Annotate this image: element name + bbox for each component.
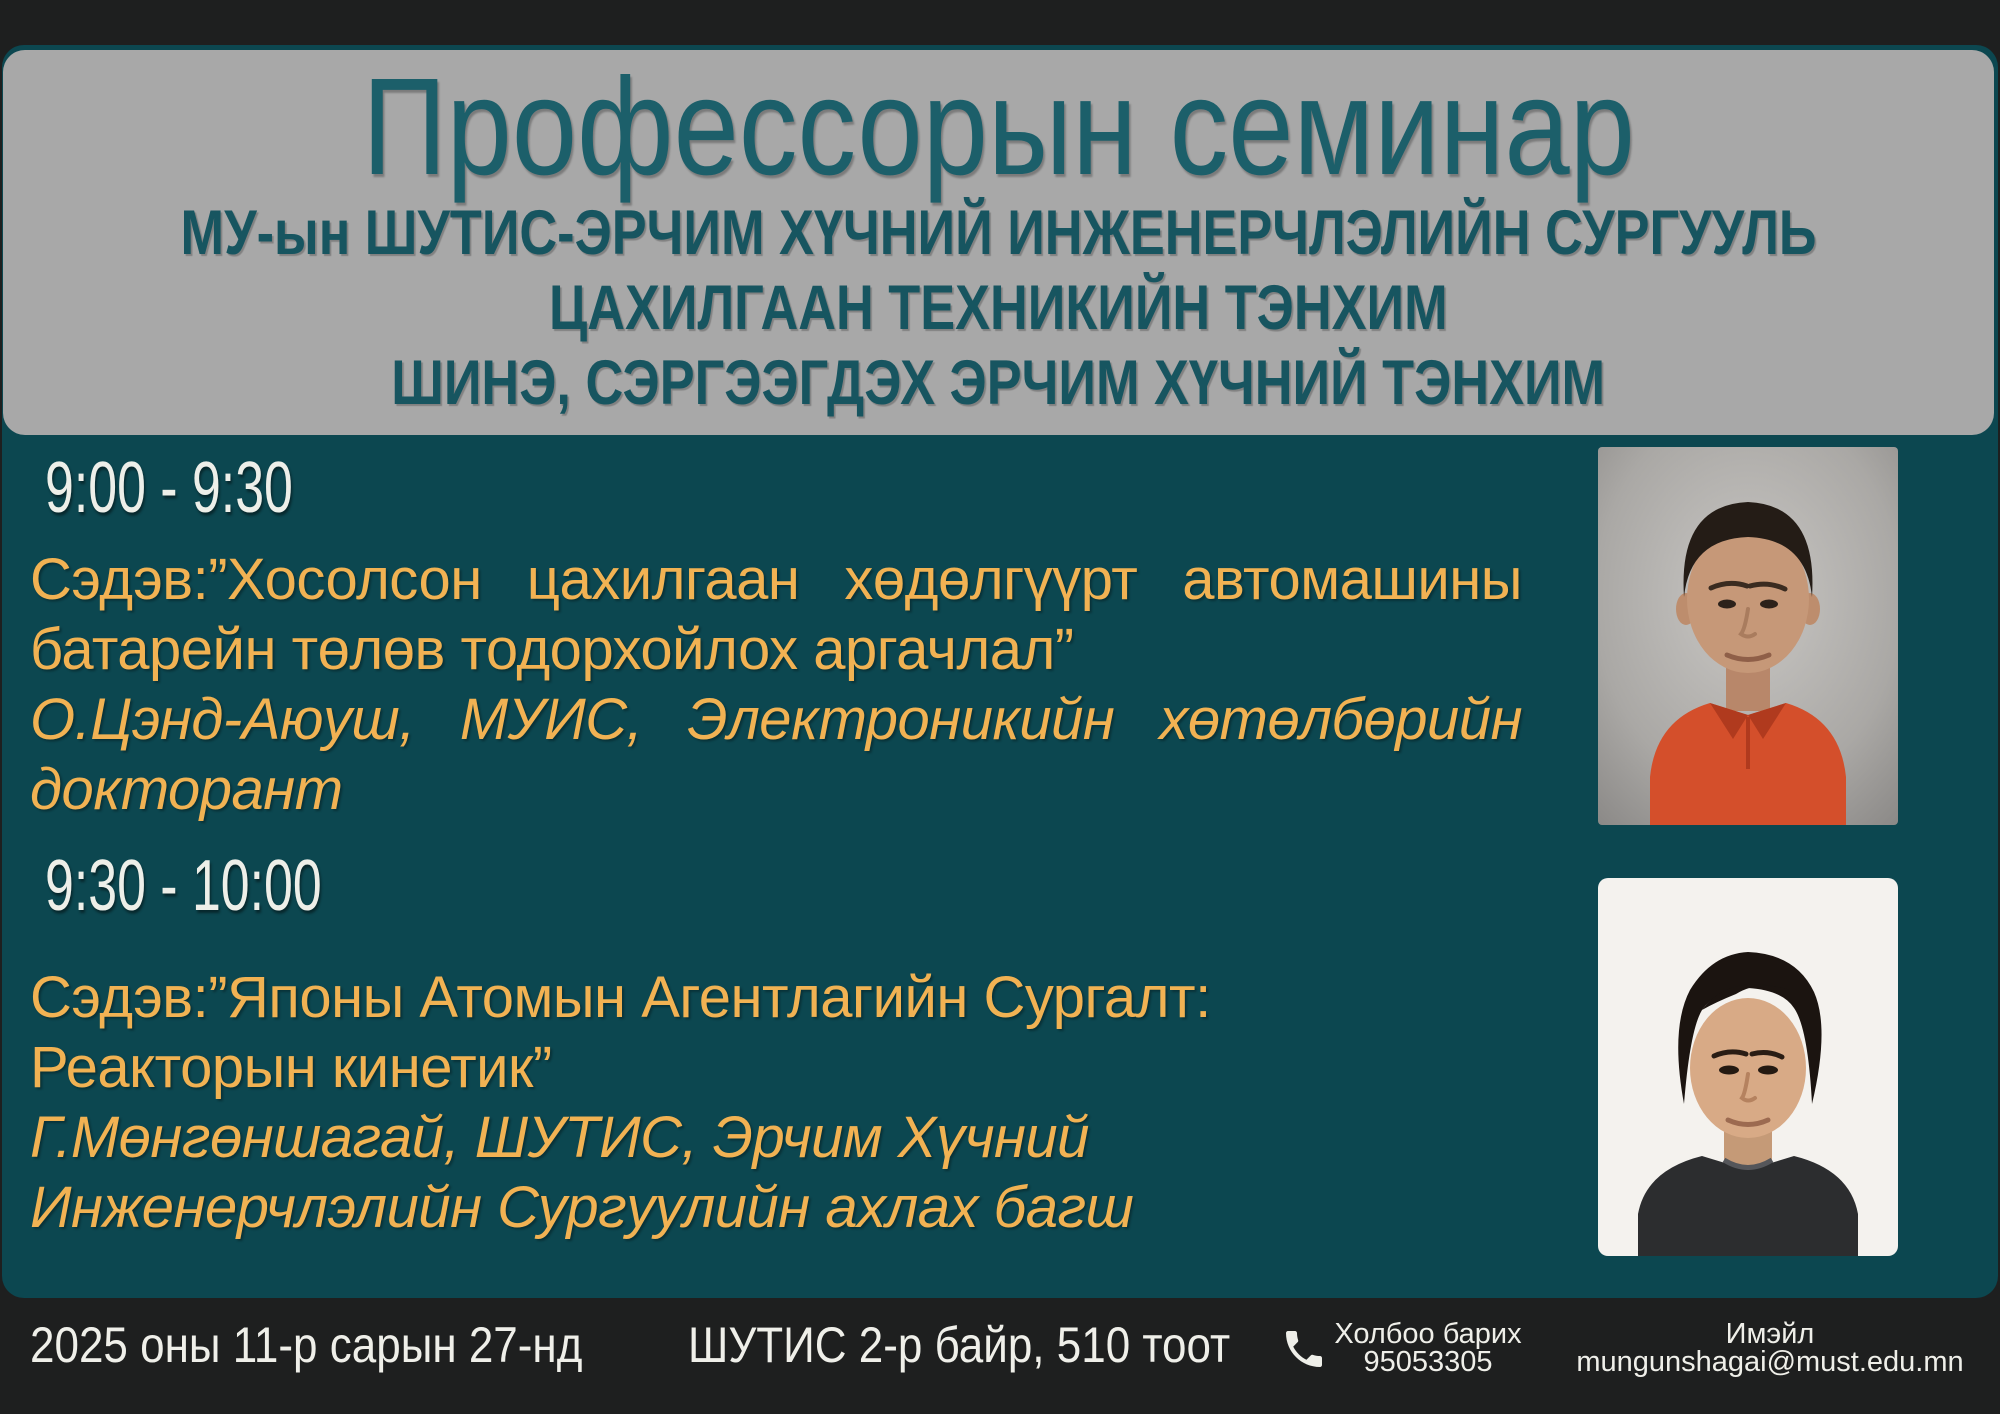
speaker-2-portrait [1598,878,1898,1256]
subtitle-line: МУ-ын ШУТИС-ЭРЧИМ ХҮЧНИЙ ИНЖЕНЕРЧЛЭЛИЙН СУРГУУЛЬ [180,198,1817,268]
speaker-line: Инженерчлэлийн Сургуулийн ахлах багш [30,1175,1134,1240]
contact-label: Холбоо барих [1334,1318,1522,1350]
email-address: mungunshagai@must.edu.mn [1576,1346,1964,1378]
session-1-time: 9:00 - 9:30 [45,448,293,528]
email-label: Имэйл [1725,1318,1815,1350]
poster-title [3,50,1994,204]
speaker-line: О.Цэнд-Аюуш, МУИС, Электроникийн хөтөлбөрийн [30,687,1522,752]
contact-block [1318,1320,1538,1376]
topic-line: батарейн төлөв тодорхойлох аргачлал” [30,617,1074,682]
speaker-line: докторант [30,757,343,822]
email-block [1545,1320,1995,1376]
event-location: ШУТИС 2-р байр, 510 тоот [688,1317,1231,1373]
subtitle-line: ШИНЭ, СЭРГЭЭГДЭХ ЭРЧИМ ХҮЧНИЙ ТЭНХИМ [391,348,1606,418]
session-2-text [30,963,1522,1243]
topic-line: Реакторын кинетик” [30,1035,552,1100]
event-date: 2025 оны 11-р сарын 27-нд [30,1317,583,1373]
header-subtitles [3,196,1994,421]
poster-title-text: Профессорын семинар [362,50,1635,204]
speaker-line: Г.Мөнгөншагай, ШУТИС, Эрчим Хүчний [30,1105,1089,1170]
subtitle-line: ЦАХИЛГААН ТЕХНИКИЙН ТЭНХИМ [549,273,1448,343]
phone-number: 95053305 [1363,1346,1493,1378]
topic-line: Сэдэв:”Хосолсон цахилгаан хөдөлгүүрт автомашины [30,547,1522,612]
speaker-1-portrait [1598,447,1898,825]
header-panel [3,50,1994,435]
speaker-photo-1 [1598,447,1898,825]
session-2-time: 9:30 - 10:00 [45,846,322,926]
topic-line: Сэдэв:”Японы Атомын Агентлагийн Сургалт: [30,965,1211,1030]
speaker-photo-2 [1598,878,1898,1256]
session-1-text [30,545,1522,825]
